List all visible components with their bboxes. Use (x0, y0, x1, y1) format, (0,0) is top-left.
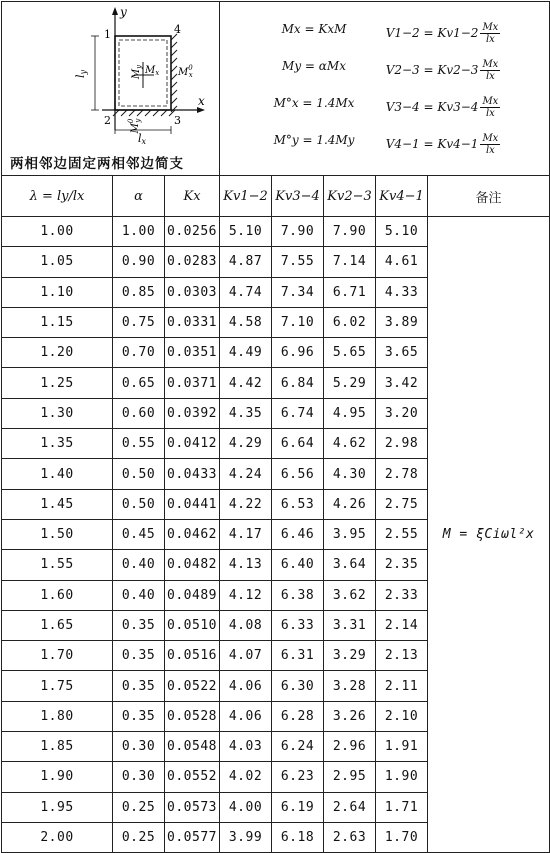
table-cell: 4.29 (220, 429, 272, 459)
m0x-sub: x (188, 71, 193, 79)
m0y-label: M (130, 123, 141, 134)
frac-num-2: Mx (482, 58, 499, 70)
table-cell: 4.35 (220, 398, 272, 428)
table-cell: 5.10 (220, 217, 272, 247)
table-cell: 4.49 (220, 338, 272, 368)
table-cell: 0.0510 (165, 610, 220, 640)
table-cell: 3.99 (220, 822, 272, 852)
table-cell: 4.58 (220, 307, 272, 337)
table-cell: 2.55 (376, 519, 428, 549)
table-row (2, 217, 550, 247)
table-cell: 6.30 (272, 671, 324, 701)
table-cell: 2.64 (324, 792, 376, 822)
table-cell: 2.98 (376, 429, 428, 459)
table-cell: 2.35 (376, 550, 428, 580)
remark-cell: M = ξCiωl²x (428, 217, 550, 853)
m0x-label: M (178, 67, 189, 78)
table-cell: 4.33 (376, 277, 428, 307)
table-cell: 0.40 (113, 550, 165, 580)
table-cell: 0.0256 (165, 217, 220, 247)
table-cell: 0.0303 (165, 277, 220, 307)
m0y-sub: y (134, 118, 142, 123)
table-cell: 1.70 (2, 641, 113, 671)
table-cell: 1.50 (2, 519, 113, 549)
table-cell: 6.31 (272, 641, 324, 671)
diagram-caption: 两相邻边固定两相邻边简支 (10, 156, 184, 172)
header-kx: Kx (165, 176, 220, 217)
corner-label-3: 3 (174, 114, 181, 127)
table-cell: 4.74 (220, 277, 272, 307)
table-cell: 0.50 (113, 459, 165, 489)
table-cell: 6.56 (272, 459, 324, 489)
formula-v34 (368, 96, 518, 119)
table-cell: 4.22 (220, 489, 272, 519)
table-cell: 4.30 (324, 459, 376, 489)
diagram-cell (2, 2, 220, 176)
formula-v12-lhs: V1−2 = Kv1−2 (385, 25, 479, 40)
table-cell: 0.0528 (165, 701, 220, 731)
table-cell: 3.31 (324, 610, 376, 640)
formula-grid (220, 16, 549, 162)
table-cell: 1.80 (2, 701, 113, 731)
table-body (2, 217, 550, 853)
svg-text:ly (74, 70, 88, 79)
formula-v23-lhs: V2−3 = Kv2−3 (385, 62, 479, 77)
table-cell: 4.07 (220, 641, 272, 671)
frac-den-1: lx (485, 33, 495, 45)
table-cell: 0.35 (113, 641, 165, 671)
table-cell: 0.40 (113, 580, 165, 610)
axis-y-label: y (120, 5, 127, 19)
table-cell: 0.50 (113, 489, 165, 519)
table-cell: 1.30 (2, 398, 113, 428)
table-cell: 0.0548 (165, 732, 220, 762)
table-cell: 6.02 (324, 307, 376, 337)
table-cell: 2.63 (324, 822, 376, 852)
table-cell: 0.30 (113, 732, 165, 762)
corner-label-4: 4 (174, 23, 181, 36)
header-kv23: Kv2−3 (324, 176, 376, 217)
formula-m0y: M°y = 1.4My (273, 132, 355, 147)
table-cell: 4.06 (220, 701, 272, 731)
svg-text:M0y (127, 118, 142, 135)
mx-label: M (145, 65, 156, 76)
corner-label-2: 2 (104, 114, 111, 127)
header-remark: 备注 (428, 176, 550, 217)
frac-num-4: Mx (482, 132, 499, 144)
table-cell: 6.71 (324, 277, 376, 307)
dim-lx-label: l (137, 132, 142, 145)
formula-v41 (368, 133, 518, 156)
formula-v23 (368, 59, 518, 82)
table-cell: 1.91 (376, 732, 428, 762)
table-cell: 2.00 (2, 822, 113, 852)
table-cell: 0.0283 (165, 247, 220, 277)
frac-den-4: lx (485, 144, 495, 156)
table-cell: 3.89 (376, 307, 428, 337)
page (1, 1, 549, 846)
table-cell: 6.84 (272, 368, 324, 398)
table-cell: 1.25 (2, 368, 113, 398)
table-cell: 1.90 (2, 762, 113, 792)
table-cell: 1.71 (376, 792, 428, 822)
table-cell: 1.10 (2, 277, 113, 307)
table-cell: 0.35 (113, 610, 165, 640)
formula-v41-lhs: V4−1 = Kv4−1 (385, 136, 479, 151)
table-cell: 0.35 (113, 671, 165, 701)
table-cell: 6.74 (272, 398, 324, 428)
table-cell: 0.0331 (165, 307, 220, 337)
table-cell: 4.87 (220, 247, 272, 277)
header-kv12: Kv1−2 (220, 176, 272, 217)
my-label: M (131, 68, 142, 80)
table-cell: 7.55 (272, 247, 324, 277)
coefficient-table (1, 1, 550, 853)
table-cell: 4.02 (220, 762, 272, 792)
table-cell: 0.0489 (165, 580, 220, 610)
table-cell: 6.53 (272, 489, 324, 519)
frac-den-3: lx (485, 107, 495, 119)
svg-text:Mx (144, 65, 159, 77)
table-cell: 0.65 (113, 368, 165, 398)
table-cell: 0.0433 (165, 459, 220, 489)
table-cell: 0.75 (113, 307, 165, 337)
header-lambda: λ = ly/lx (2, 176, 113, 217)
formula-v34-lhs: V3−4 = Kv3−4 (385, 99, 479, 114)
table-cell: 3.26 (324, 701, 376, 731)
table-cell: 0.0573 (165, 792, 220, 822)
table-cell: 0.0522 (165, 671, 220, 701)
table-cell: 0.0516 (165, 641, 220, 671)
table-cell: 1.35 (2, 429, 113, 459)
table-cell: 6.19 (272, 792, 324, 822)
table-cell: 3.29 (324, 641, 376, 671)
table-cell: 2.33 (376, 580, 428, 610)
table-cell: 1.60 (2, 580, 113, 610)
table-cell: 0.0577 (165, 822, 220, 852)
table-cell: 2.13 (376, 641, 428, 671)
table-cell: 4.00 (220, 792, 272, 822)
mx-sub: x (155, 69, 160, 77)
table-cell: 6.46 (272, 519, 324, 549)
table-cell: 7.14 (324, 247, 376, 277)
table-cell: 0.30 (113, 762, 165, 792)
table-cell: 6.33 (272, 610, 324, 640)
table-cell: 2.11 (376, 671, 428, 701)
table-cell: 4.08 (220, 610, 272, 640)
table-cell: 4.06 (220, 671, 272, 701)
table-cell: 4.13 (220, 550, 272, 580)
table-cell: 6.24 (272, 732, 324, 762)
m0x-sup: 0 (188, 64, 193, 72)
header-kv41: Kv4−1 (376, 176, 428, 217)
table-cell: 4.42 (220, 368, 272, 398)
table-cell: 0.90 (113, 247, 165, 277)
header-kv34: Kv3−4 (272, 176, 324, 217)
hatch-bottom (113, 110, 175, 116)
table-cell: 0.0462 (165, 519, 220, 549)
frac-num-3: Mx (482, 95, 499, 107)
table-cell: 3.42 (376, 368, 428, 398)
plate-diagram (2, 2, 268, 172)
table-cell: 3.62 (324, 580, 376, 610)
svg-text:M0x (177, 64, 193, 79)
table-cell: 6.28 (272, 701, 324, 731)
dim-lx-sub: x (141, 137, 147, 146)
table-cell: 0.25 (113, 792, 165, 822)
table-cell: 7.10 (272, 307, 324, 337)
table-cell: 0.60 (113, 398, 165, 428)
table-cell: 1.95 (2, 792, 113, 822)
table-cell: 2.75 (376, 489, 428, 519)
formula-cell (220, 2, 550, 176)
table-cell: 4.95 (324, 398, 376, 428)
table-cell: 4.12 (220, 580, 272, 610)
formula-mx: Mx = KxM (281, 21, 347, 36)
table-cell: 1.90 (376, 762, 428, 792)
table-cell: 0.0412 (165, 429, 220, 459)
table-cell: 1.85 (2, 732, 113, 762)
table-cell: 1.15 (2, 307, 113, 337)
svg-text:My (131, 64, 143, 80)
table-cell: 2.95 (324, 762, 376, 792)
axis-x-label: x (198, 94, 205, 108)
formula-my: My = αMx (282, 58, 346, 73)
table-cell: 6.64 (272, 429, 324, 459)
table-cell: 0.35 (113, 701, 165, 731)
table-cell: 2.78 (376, 459, 428, 489)
frac-den-2: lx (485, 70, 495, 82)
m0y-sup: 0 (127, 118, 135, 124)
corner-label-1: 1 (104, 28, 111, 41)
table-cell: 0.45 (113, 519, 165, 549)
table-cell: 0.0392 (165, 398, 220, 428)
table-cell: 1.05 (2, 247, 113, 277)
table-cell: 4.24 (220, 459, 272, 489)
table-cell: 3.65 (376, 338, 428, 368)
table-cell: 6.23 (272, 762, 324, 792)
table-cell: 0.0482 (165, 550, 220, 580)
table-cell: 1.45 (2, 489, 113, 519)
top-row (2, 2, 550, 176)
header-row (2, 176, 550, 217)
table-cell: 0.0552 (165, 762, 220, 792)
my-sub: y (135, 64, 143, 69)
table-cell: 1.20 (2, 338, 113, 368)
table-cell: 7.90 (272, 217, 324, 247)
table-cell: 7.34 (272, 277, 324, 307)
table-cell: 3.95 (324, 519, 376, 549)
table-cell: 6.18 (272, 822, 324, 852)
hatch-right (171, 34, 177, 112)
table-cell: 0.0371 (165, 368, 220, 398)
table-cell: 2.10 (376, 701, 428, 731)
table-cell: 0.0441 (165, 489, 220, 519)
formula-v12 (368, 22, 518, 45)
formula-m0x: M°x = 1.4Mx (273, 95, 355, 110)
table-cell: 3.20 (376, 398, 428, 428)
table-cell: 4.03 (220, 732, 272, 762)
header-alpha: α (113, 176, 165, 217)
table-cell: 1.00 (113, 217, 165, 247)
table-cell: 5.29 (324, 368, 376, 398)
table-cell: 1.75 (2, 671, 113, 701)
table-cell: 1.00 (2, 217, 113, 247)
table-cell: 5.10 (376, 217, 428, 247)
table-cell: 7.90 (324, 217, 376, 247)
table-cell: 6.96 (272, 338, 324, 368)
table-cell: 4.17 (220, 519, 272, 549)
dim-ly-sub: y (79, 69, 88, 75)
table-cell: 6.38 (272, 580, 324, 610)
table-cell: 0.55 (113, 429, 165, 459)
table-cell: 0.0351 (165, 338, 220, 368)
frac-num-1: Mx (482, 21, 499, 33)
table-cell: 4.62 (324, 429, 376, 459)
table-cell: 0.70 (113, 338, 165, 368)
table-cell: 1.70 (376, 822, 428, 852)
table-cell: 5.65 (324, 338, 376, 368)
table-cell: 1.40 (2, 459, 113, 489)
table-cell: 6.40 (272, 550, 324, 580)
table-cell: 2.14 (376, 610, 428, 640)
table-cell: 3.64 (324, 550, 376, 580)
table-cell: 2.96 (324, 732, 376, 762)
table-cell: 3.28 (324, 671, 376, 701)
table-cell: 1.65 (2, 610, 113, 640)
table-cell: 0.85 (113, 277, 165, 307)
table-cell: 4.26 (324, 489, 376, 519)
table-cell: 4.61 (376, 247, 428, 277)
table-cell: 1.55 (2, 550, 113, 580)
dim-ly-label: l (74, 74, 87, 79)
table-cell: 0.25 (113, 822, 165, 852)
